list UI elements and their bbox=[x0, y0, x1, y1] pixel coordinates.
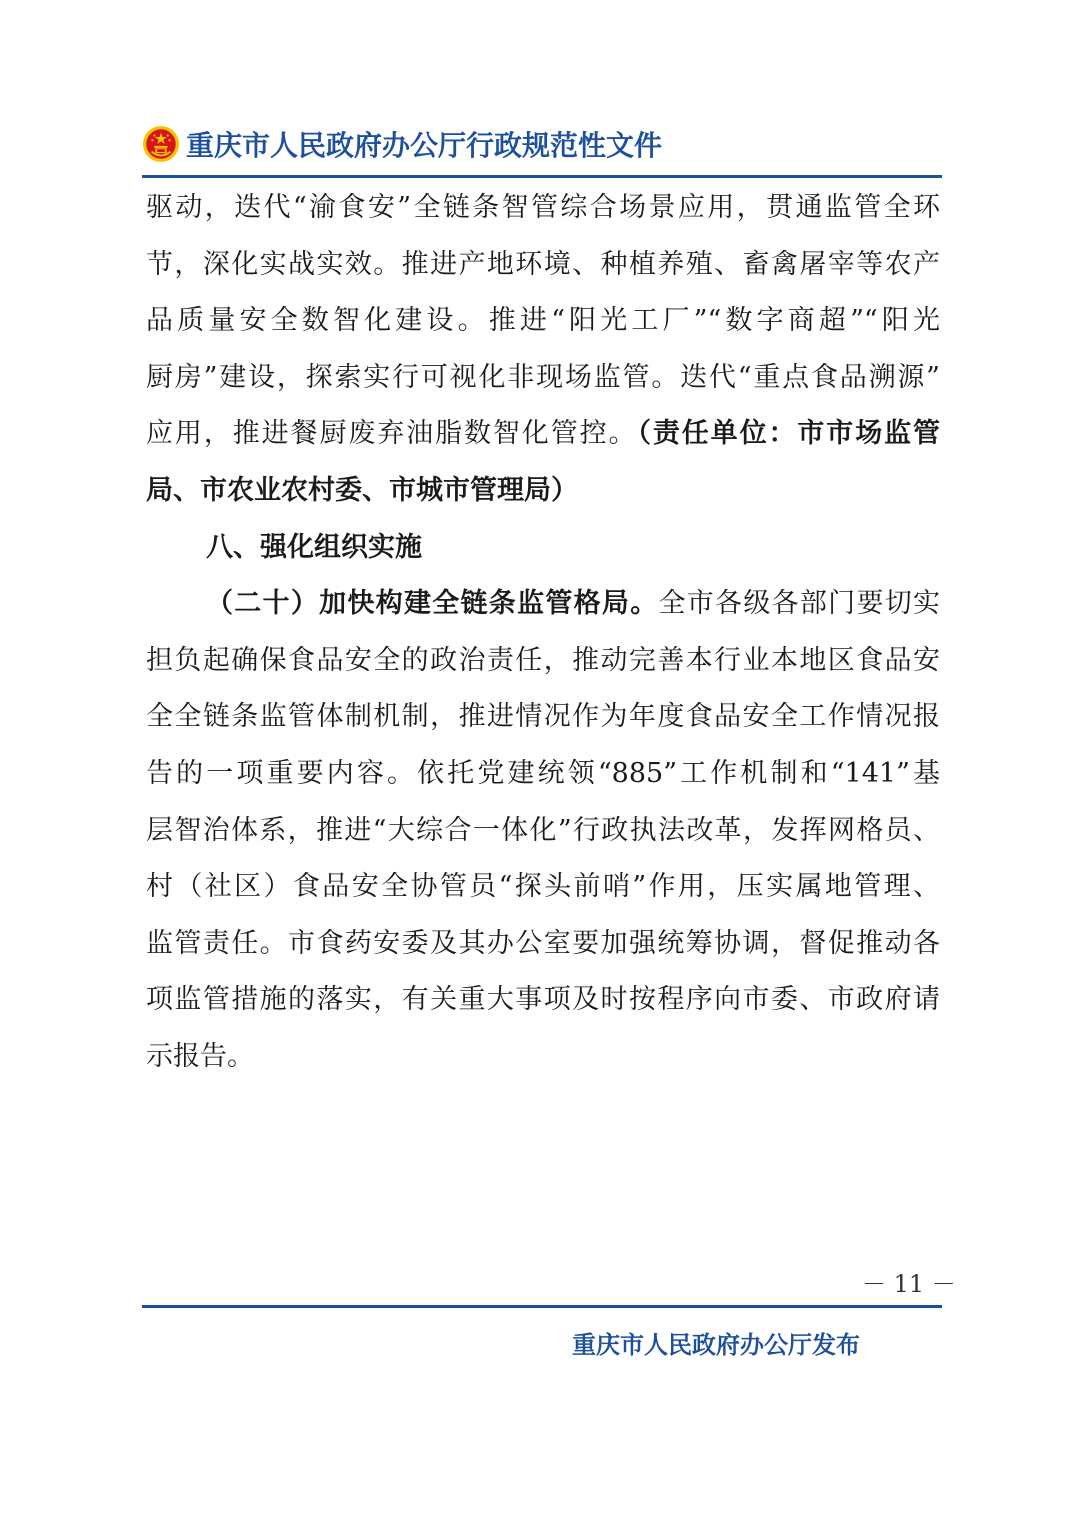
paragraph-line: 节，深化实战实效。推进产地环境、种植养殖、畜禽屠宰等农产 bbox=[146, 248, 940, 280]
footer-divider bbox=[142, 1305, 942, 1308]
paragraph-line: 层智治体系，推进“大综合一体化”行政执法改革，发挥网格员、 bbox=[146, 814, 940, 846]
paragraph-line: 项监管措施的落实，有关重大事项及时按程序向市委、市政府请 bbox=[146, 984, 940, 1016]
subsection-title: （二十）加快构建全链条监管格局。 bbox=[206, 588, 659, 620]
section-heading: 八、强化组织实施 bbox=[206, 531, 422, 563]
paragraph-line bbox=[146, 576, 940, 633]
paragraph-line: 厨房”建设，探索实行可视化非现场监管。迭代“重点食品溯源” bbox=[146, 361, 940, 393]
paragraph-line: 品质量安全数智化建设。推进“阳光工厂”“数字商超”“阳光 bbox=[146, 305, 940, 337]
responsibility-units: 局、市农业农村委、市城市管理局） bbox=[146, 474, 578, 506]
footer-publisher: 重庆市人民政府办公厅发布 bbox=[572, 1331, 860, 1359]
paragraph-line: 担负起确保食品安全的政治责任，推动完善本行业本地区食品安 bbox=[146, 644, 940, 676]
paragraph-line: 驱动，迭代“渝食安”全链条智管综合场景应用，贯通监管全环 bbox=[146, 192, 940, 223]
paragraph-text: 应用，推进餐厨废弃油脂数智化管控。 bbox=[146, 418, 638, 450]
document-header bbox=[142, 120, 662, 168]
paragraph-line: 村（社区）食品安全协管员“探头前哨”作用，压实属地管理、 bbox=[146, 871, 940, 903]
paragraph-line: 全全链条监管体制机制，推进情况作为年度食品安全工作情况报 bbox=[146, 701, 940, 733]
header-divider bbox=[142, 175, 942, 178]
page-number: － 11 － bbox=[862, 1270, 956, 1298]
national-emblem-icon bbox=[142, 125, 180, 163]
paragraph-line bbox=[146, 406, 940, 463]
paragraph-text: 全市各级各部门要切实 bbox=[658, 588, 941, 620]
paragraph-line: 告的一项重要内容。依托党建统领“885”工作机制和“141”基 bbox=[146, 757, 940, 789]
responsibility-label: （责任单位：市市场监管 bbox=[637, 418, 941, 450]
header-title: 重庆市人民政府办公厅行政规范性文件 bbox=[186, 129, 663, 162]
paragraph-line: 监管责任。市食药安委及其办公室要加强统筹协调，督促推动各 bbox=[146, 927, 940, 959]
paragraph-line: 示报告。 bbox=[146, 1040, 254, 1072]
document-body bbox=[146, 180, 940, 1086]
